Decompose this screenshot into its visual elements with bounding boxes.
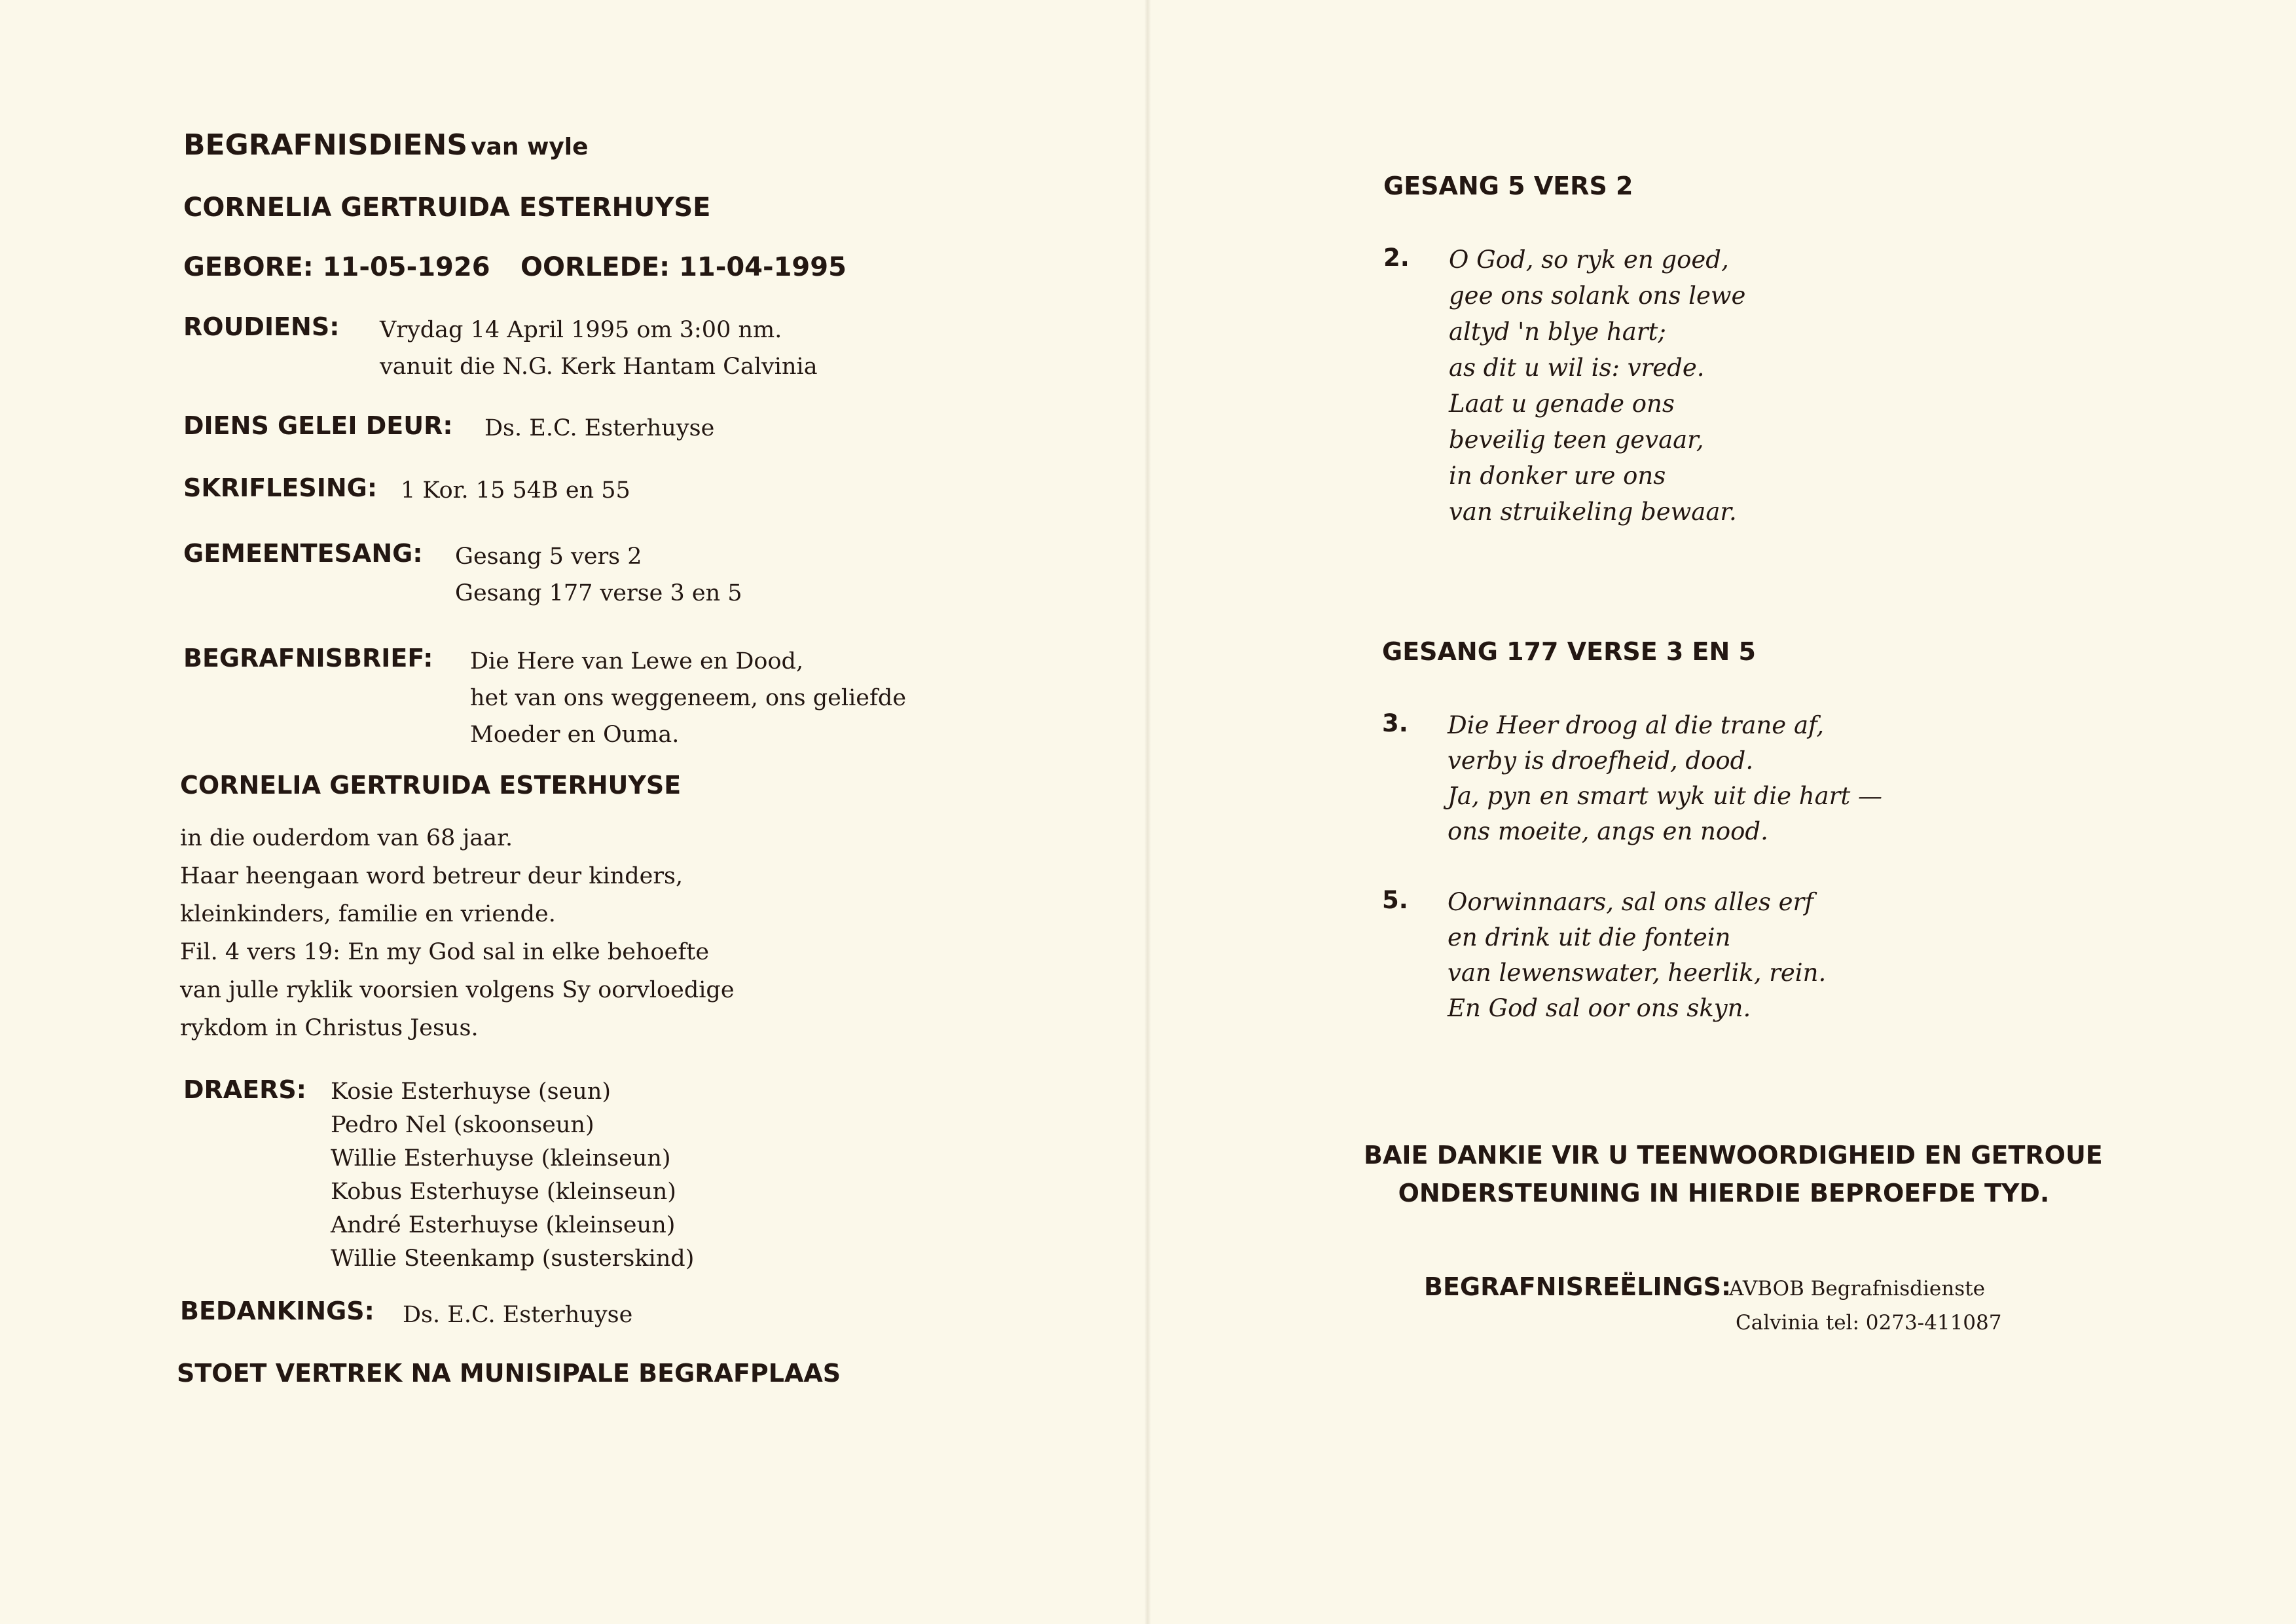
verse-line: van struikeling bewaar. — [1449, 498, 1737, 526]
draers-label: DRAERS: — [183, 1075, 306, 1104]
gemeentesang-line: Gesang 5 vers 2 — [455, 544, 642, 570]
begrafnisbrief-line: Moeder en Ouma. — [470, 722, 680, 748]
verse-line: En God sal oor ons skyn. — [1448, 994, 1751, 1022]
verse-line: Laat u genade ons — [1449, 390, 1675, 418]
verse-line: O God, so ryk en goed, — [1449, 246, 1729, 274]
diens-label: DIENS GELEI DEUR: — [183, 411, 453, 440]
verse-line: en drink uit die fontein — [1448, 923, 1731, 951]
verse-line: in donker ure ons — [1449, 462, 1666, 490]
diens-value: Ds. E.C. Esterhuyse — [484, 415, 715, 441]
arrangements-value: AVBOB Begrafnisdienste — [1729, 1277, 1985, 1301]
body-line: rykdom in Christus Jesus. — [180, 1015, 479, 1041]
deceased-name-repeat: CORNELIA GERTRUIDA ESTERHUYSE — [180, 771, 682, 800]
birth-date: GEBORE: 11-05-1926 — [183, 252, 490, 282]
draer-item: André Esterhuyse (kleinseun) — [331, 1212, 676, 1238]
deceased-name: CORNELIA GERTRUIDA ESTERHUYSE — [183, 193, 711, 223]
verse-line: altyd 'n blye hart; — [1449, 318, 1666, 346]
verse-line: Die Heer droog al die trane af, — [1448, 711, 1825, 739]
begrafnisbrief-line: het van ons weggeneem, ons geliefde — [470, 685, 907, 711]
right-page — [1148, 0, 2295, 1624]
thanks-line: ONDERSTEUNING IN HIERDIE BEPROEFDE TYD. — [1398, 1179, 2050, 1208]
verse-line: verby is droefheid, dood. — [1448, 747, 1754, 775]
hymn1-title: GESANG 5 VERS 2 — [1383, 172, 1633, 200]
gemeentesang-label: GEMEENTESANG: — [183, 539, 423, 568]
verse-line: Oorwinnaars, sal ons alles erf — [1448, 888, 1813, 916]
skriflesing-value: 1 Kor. 15 54B en 55 — [401, 477, 630, 504]
verse-number: 2. — [1383, 244, 1410, 272]
bedankings-value: Ds. E.C. Esterhuyse — [403, 1302, 633, 1328]
title-suffix: van wyle — [471, 134, 589, 160]
body-line: in die ouderdom van 68 jaar. — [180, 825, 513, 851]
draer-item: Kosie Esterhuyse (seun) — [331, 1079, 611, 1105]
arrangements-contact: Calvinia tel: 0273-411087 — [1736, 1311, 2002, 1335]
verse-line: van lewenswater, heerlik, rein. — [1448, 959, 1827, 987]
hymn2-title: GESANG 177 VERSE 3 EN 5 — [1382, 637, 1756, 666]
service-title — [183, 128, 589, 162]
draer-item: Willie Steenkamp (susterskind) — [331, 1246, 695, 1272]
bedankings-label: BEDANKINGS: — [180, 1297, 374, 1325]
verse-line: ons moeite, angs en nood. — [1448, 817, 1768, 845]
body-line: van julle ryklik voorsien volgens Sy oorvloedige — [180, 977, 735, 1003]
verse-line: gee ons solank ons lewe — [1449, 282, 1746, 310]
draer-item: Willie Esterhuyse (kleinseun) — [331, 1145, 671, 1172]
verse-line: Ja, pyn en smart wyk uit die hart — — [1448, 782, 1882, 810]
skriflesing-label: SKRIFLESING: — [183, 473, 378, 502]
roudiens-line: Vrydag 14 April 1995 om 3:00 nm. — [380, 317, 782, 343]
procession-notice: STOET VERTREK NA MUNISIPALE BEGRAFPLAAS — [177, 1359, 841, 1388]
title-prefix: BEGRAFNISDIENS — [183, 128, 468, 162]
verse-number: 5. — [1382, 886, 1408, 914]
roudiens-label: ROUDIENS: — [183, 312, 340, 341]
begrafnisbrief-line: Die Here van Lewe en Dood, — [470, 648, 804, 674]
verse-line: beveilig teen gevaar, — [1449, 426, 1704, 454]
gemeentesang-line: Gesang 177 verse 3 en 5 — [455, 580, 742, 606]
begrafnisbrief-label: BEGRAFNISBRIEF: — [183, 644, 433, 673]
draer-item: Pedro Nel (skoonseun) — [331, 1112, 594, 1138]
verse-line: as dit u wil is: vrede. — [1449, 354, 1705, 382]
roudiens-line: vanuit die N.G. Kerk Hantam Calvinia — [380, 354, 818, 380]
body-line: Fil. 4 vers 19: En my God sal in elke behoefte — [180, 939, 710, 965]
verse-number: 3. — [1382, 709, 1408, 737]
body-line: Haar heengaan word betreur deur kinders, — [180, 863, 683, 889]
death-date: OORLEDE: 11-04-1995 — [520, 252, 847, 282]
draer-item: Kobus Esterhuyse (kleinseun) — [331, 1179, 676, 1205]
thanks-line: BAIE DANKIE VIR U TEENWOORDIGHEID EN GETROUE — [1364, 1141, 2103, 1170]
body-line: kleinkinders, familie en vriende. — [180, 901, 556, 927]
arrangements-label: BEGRAFNISREËLINGS: — [1424, 1272, 1732, 1301]
